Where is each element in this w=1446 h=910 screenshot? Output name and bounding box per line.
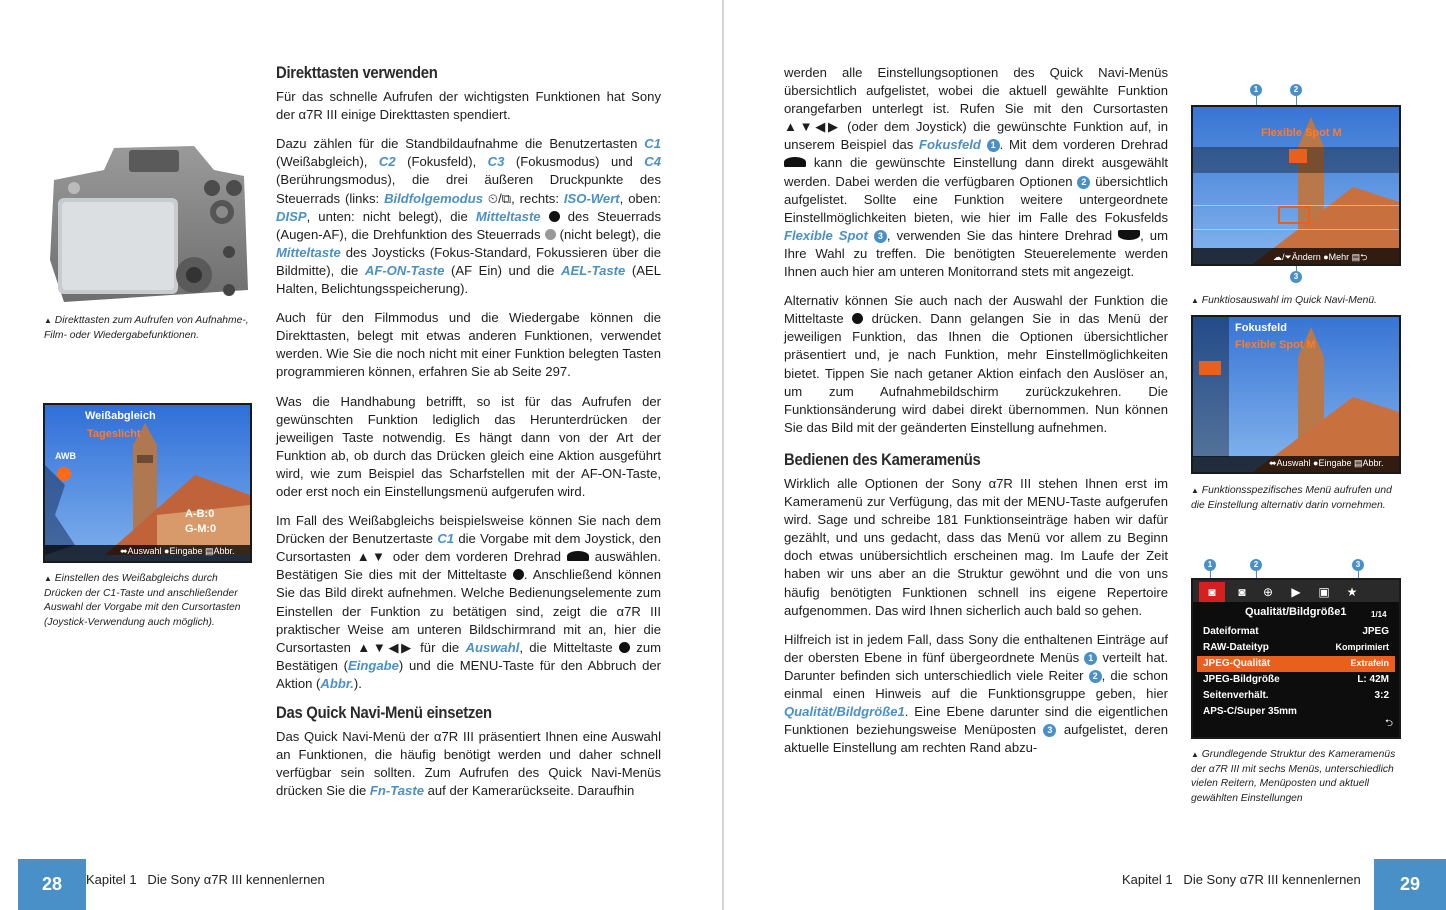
heading-kameramenue: Bedienen des Kameramenüs bbox=[784, 450, 981, 469]
menu-rows bbox=[1197, 624, 1395, 720]
right-page bbox=[724, 0, 1446, 910]
heading-quick-navi: Das Quick Navi-Menü einsetzen bbox=[276, 704, 492, 722]
qn-controls: ☁/⏷Ändern ●Mehr ▤⮌ bbox=[1273, 252, 1368, 262]
rear-dial-icon bbox=[1118, 230, 1140, 240]
left-page bbox=[0, 0, 722, 910]
menu-page-indicator: 1/14 bbox=[1371, 610, 1387, 619]
caption-direkttasten: ▲ Direkttasten zum Aufrufen von Aufnahme-, Film- oder Wiedergabefunktionen. bbox=[44, 315, 249, 341]
fs-sub: Flexible Spot M bbox=[1235, 339, 1316, 351]
fs-controls: ⬌Auswahl ●Eingabe ▤Abbr. bbox=[1269, 458, 1384, 468]
menu-callout-3: 3 bbox=[1352, 559, 1364, 571]
left-text-column bbox=[276, 64, 661, 811]
quick-navi-screen bbox=[1191, 105, 1401, 266]
wb-title: Weißabgleich bbox=[85, 410, 156, 422]
network-tab-icon: ⊕ bbox=[1262, 585, 1274, 599]
paragraph-r2: Alternativ können Sie auch nach der Auswahl der Funktion die Mitteltaste drücken. Dann gelangen Sie in das Menü der jeweiligen Funktion, das Ihnen die Optionen übersichtlicher präsentiert und, je nach Funktion, mehr Einstellmöglichkeiten bietet. Tippen Sie nach getaner Aktion einfach den Auslöser an, um zum Aufnahmebildschirm zurückzukehren. Die Funktionsänderung wird dabei direkt übernommen. Nun können Sie das Bild mit der geänderten Einstellung aufnehmen. bbox=[784, 293, 1168, 435]
center-button-icon bbox=[513, 569, 524, 580]
caption-kameramenue: ▲ Grundlegende Struktur des Kameramenüs der α7R III mit sechs Menüs, unterschiedlich vielen Reitern, Menüposten und aktuell gewählten Einstellungen bbox=[1191, 749, 1396, 804]
callout-1: 1 bbox=[1250, 84, 1262, 96]
callout-2: 2 bbox=[1290, 84, 1302, 96]
menu-tab-title: Qualität/Bildgröße1 bbox=[1245, 606, 1347, 618]
callout-3: 3 bbox=[1290, 271, 1302, 283]
paragraph-r1: werden alle Einstellungsoptionen des Quick Navi-Menüs übersichtlich aufgelistet, wobei die aktuell gewählte Funktion orangefarben unterlegt ist. Rufen Sie mit den Cursortasten ▲▼◀▶ (oder dem Joystick) die gewünschte Funktion auf, in unserem Beispiel das Fokusfeld 1 . Mit dem vorderen Drehrad kann die gewünschte Einstellung dann direkt ausgewählt werden. Dabei werden die verfügbaren Optionen 2 übersichtlich aufgelistet. Sollte eine Funktion weitere untergeordnete Einstellmöglichkeiten bieten, wie hier im Falle des Fokusfelds Flexible Spot 3 , verwenden Sie das hintere Drehrad , um Ihre Wahl zu treffen. Die benötigten Steuerelemente werden Ihnen auch hier am unteren Monitorrand stets mit angezeigt. bbox=[784, 65, 1169, 280]
center-button-icon bbox=[619, 642, 630, 653]
white-balance-screen bbox=[43, 403, 252, 563]
paragraph-5: Im Fall des Weißabgleichs beispielsweise können Sie nach dem Drücken der Benutzertaste C1 die Vorgabe mit dem Joystick, den Cursortasten ▲▼ oder dem vorderen Drehrad auswählen. Bestätigen Sie dies mit der Mitteltaste . Anschließend können Sie das Bild direkt aufnehmen. Welche Bedienungselemente zum Einstellen der Funktion zu betätigen sind, zeigt die α7R III praktischer Weise am unteren Bildschirmrand mit an, hier die Cursortasten ▲▼◀▶ für die Auswahl, die Mitteltaste zum Bestätigen (Eingabe) und die MENU-Taste für den Abbruch der Aktion (Abbr.). bbox=[276, 513, 662, 691]
paragraph-r3: Wirklich alle Optionen der Sony α7R III stehen Ihnen erst im Kameramenü zur Verfügung, das mit der MENU-Taste aufgerufen wird. Sage und schreibe 181 Funktionseinträge haben wir dafür gezählt, und uns gedacht, dass das Menü vor allem zu Beginn doch etwas unübersichtlich erscheinen mag. Im Laufe der Zeit haben wir uns aber an die Struktur gewöhnt und die von uns häufig benötigten Funktionen schnell ins eigene Repertoire aufgenommen. Das wird Ihnen sicherlich auch bald so gehen. bbox=[784, 475, 1168, 618]
setup-tab-icon: ▣ bbox=[1318, 585, 1330, 599]
center-button-icon bbox=[852, 313, 863, 324]
menu-row[interactable]: Dateiformat JPEG bbox=[1203, 626, 1389, 637]
control-wheel-icon bbox=[545, 229, 556, 240]
camera-tab-icon: ◙ bbox=[1199, 582, 1225, 602]
camera-menu-screen bbox=[1191, 578, 1401, 739]
menu-callout-1: 1 bbox=[1204, 559, 1216, 571]
menu-callout-2: 2 bbox=[1250, 559, 1262, 571]
focus-field-screen bbox=[1191, 315, 1401, 474]
menu-row-selected[interactable]: JPEG-Qualität Extrafein bbox=[1197, 656, 1395, 672]
footer-chapter-right: Kapitel 1 Die Sony α7R III kennenlernen bbox=[1122, 872, 1361, 887]
playback-tab-icon: ▶ bbox=[1291, 585, 1301, 599]
paragraph-2: Dazu zählen für die Standbildaufnahme die Benutzertasten C1 (Weißabgleich), C2 (Fokusfeld), C3 (Fokusmodus) und C4 (Berührungsmodus), die drei äußeren Druckpunkte des Steuerrads (links: Bildfolgemodus ⏲/⧉, rechts: ISO-Wert, oben: DISP, unten: nicht belegt), die Mitteltaste des Steuerrads (Augen-AF), die Drehfunktion des Steuerrads (nicht belegt), die Mitteltaste des Joysticks (Fokus-Standard, Fokussieren über die Bildmitte), die AF-ON-Taste (AF Ein) und die AEL-Taste (AEL Halten, Belichtungsspeicherung). bbox=[276, 136, 662, 297]
paragraph-3: Auch für den Filmmodus und die Wiedergabe können die Direkttasten, belegt mit etwas anderen Funktionen, verwendet werden. Wie Sie die noch nicht mit einer Funktion belegten Tasten programmieren können, erfahren Sie ab Seite 297. bbox=[276, 310, 661, 380]
menu-row[interactable]: JPEG-Bildgröße L: 42M bbox=[1203, 674, 1389, 685]
paragraph-6: Das Quick Navi-Menü der α7R III präsentiert Ihnen eine Auswahl an Funktionen, die häufig benötigt werden und daher schnell verfügbar sein sollten. Zum Aufrufen des Quick Navi-Menüs drücken Sie die Fn-Taste auf der Kamerarückseite. Daraufhin bbox=[276, 729, 661, 799]
camera2-tab-icon: ◙ bbox=[1238, 585, 1246, 599]
paragraph-r4: Hilfreich ist in jedem Fall, dass Sony die enthaltenen Einträge auf der obersten Ebene in fünf übergeordnete Menüs 1 verteilt hat. Darunter befinden sich unterschiedlich viele Reiter 2 , die schon einmal einen Hinweis auf die Funktionsgruppe geben, hier Qualität/Bildgröße1. Eine Ebene darunter sind die eigentlichen Funktionen beziehungsweise Menüposten 3 aufgelistet, deren aktuelle Einstellung am rechten Rand abzu- bbox=[784, 631, 1169, 756]
wb-awb: AWB bbox=[55, 451, 76, 461]
front-dial-icon bbox=[567, 551, 589, 561]
wb-gm: G-M:0 bbox=[185, 523, 217, 535]
footer-chapter-left: Kapitel 1 Die Sony α7R III kennenlernen bbox=[86, 872, 325, 887]
right-text-column bbox=[784, 64, 1168, 768]
paragraph-1: Für das schnelle Aufrufen der wichtigsten Funktionen hat Sony der α7R III einige Direkttasten spendiert. bbox=[276, 89, 661, 123]
page-number-right: 29 bbox=[1374, 859, 1446, 910]
menu-row[interactable]: APS-C/Super 35mm bbox=[1203, 706, 1297, 717]
caption-weissabgleich: ▲ Einstellen des Weißabgleichs durch Drücken der C1-Taste und anschließender Auswahl der Vorgabe mit den Cursortasten (Joystick-Verwendung auch möglich). bbox=[44, 573, 241, 628]
menu-tabbar bbox=[1193, 580, 1399, 602]
caption-quick-navi: ▲ Funktiosauswahl im Quick Navi-Menü. bbox=[1191, 295, 1377, 306]
paragraph-4: Was die Handhabung betrifft, so ist für das Aufrufen der gewünschten Funktion lediglich das Herunterdrücken der jeweiligen Taste notwendig. Es hängt dann von der Art der Funktion ab, ob durch das Drücken gleich eine Aktion ausgeführt wird, wie zum Beispiel das Scharfstellen mit der AF-ON-Taste, oder erst noch ein Einstellungsmenü aufgerufen wird. bbox=[276, 393, 661, 499]
caption-fokusfeld: ▲ Funktionsspezifisches Menü aufrufen und die Einstellung alternativ darin vornehmen. bbox=[1191, 485, 1392, 511]
wb-sub: Tageslicht bbox=[87, 428, 141, 440]
center-button-icon bbox=[549, 211, 560, 222]
fs-title: Fokusfeld bbox=[1235, 322, 1287, 334]
wb-ab: A-B:0 bbox=[185, 508, 215, 520]
camera-image bbox=[44, 140, 250, 305]
heading-direkttasten: Direkttasten verwenden bbox=[276, 64, 438, 82]
menu-row[interactable]: RAW-Dateityp Komprimiert bbox=[1203, 642, 1389, 653]
star-tab-icon: ★ bbox=[1346, 585, 1358, 599]
page-number-left: 28 bbox=[18, 859, 86, 910]
front-dial-icon bbox=[784, 157, 806, 167]
wb-sun-icon bbox=[57, 467, 71, 481]
menu-back-icon: ⮌ bbox=[1384, 718, 1393, 729]
qn-title: Flexible Spot M bbox=[1261, 127, 1342, 139]
menu-row[interactable]: Seitenverhält. 3:2 bbox=[1203, 690, 1389, 701]
wb-controls: ⬌Auswahl ●Eingabe ▤Abbr. bbox=[120, 546, 235, 556]
